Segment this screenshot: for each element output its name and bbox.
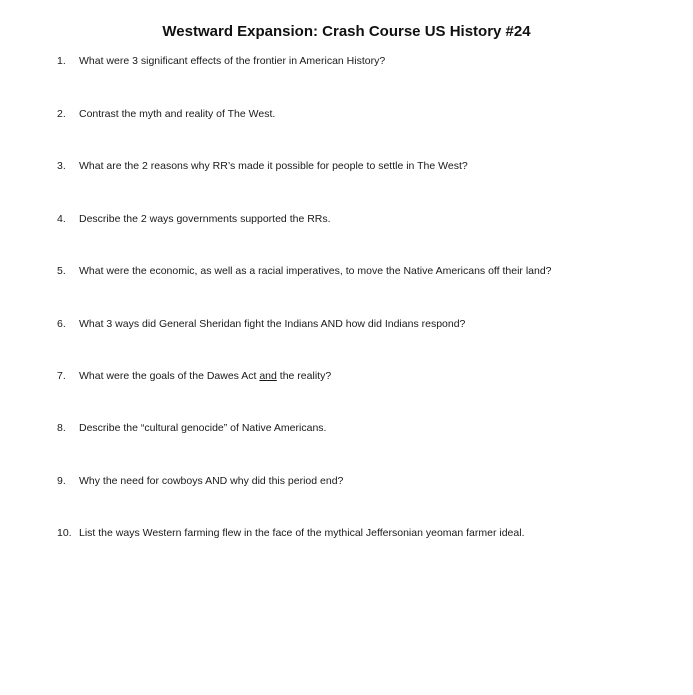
question-8 [57, 421, 677, 435]
question-7 [57, 369, 677, 383]
question-text: Describe the “cultural genocide” of Native Americans. [79, 422, 327, 434]
question-3 [57, 159, 677, 173]
question-text: What are the 2 reasons why RR’s made it possible for people to settle in The West? [79, 160, 468, 172]
question-number: 7. [57, 370, 66, 382]
question-9 [57, 474, 677, 488]
question-6 [57, 317, 677, 331]
underlined-word: and [259, 370, 277, 382]
question-number: 10. [57, 527, 72, 539]
page-title: Westward Expansion: Crash Course US History #24 [162, 23, 531, 40]
question-number: 3. [57, 160, 66, 172]
question-number: 5. [57, 265, 66, 277]
question-10 [57, 526, 677, 540]
question-text: Describe the 2 ways governments supported the RRs. [79, 213, 331, 225]
question-number: 8. [57, 422, 66, 434]
question-text-part: the reality? [276, 370, 332, 382]
question-5 [57, 264, 677, 278]
question-text: What were the economic, as well as a racial imperatives, to move the Native Americans off their land? [79, 265, 552, 277]
question-number: 6. [57, 318, 66, 330]
question-number: 2. [57, 108, 66, 120]
question-4 [57, 212, 677, 226]
question-text: What were 3 significant effects of the frontier in American History? [79, 55, 386, 67]
question-number: 4. [57, 213, 66, 225]
question-1 [57, 54, 677, 68]
question-number: 9. [57, 475, 66, 487]
question-number: 1. [57, 55, 66, 67]
question-text-part: What were the goals of the Dawes Act [79, 370, 260, 382]
question-text: List the ways Western farming flew in the face of the mythical Jeffersonian yeoman farmer ideal. [79, 527, 525, 539]
question-text: Why the need for cowboys AND why did this period end? [79, 475, 344, 487]
question-text: Contrast the myth and reality of The West. [79, 108, 276, 120]
question-2 [57, 107, 677, 121]
question-text: What 3 ways did General Sheridan fight the Indians AND how did Indians respond? [79, 318, 466, 330]
